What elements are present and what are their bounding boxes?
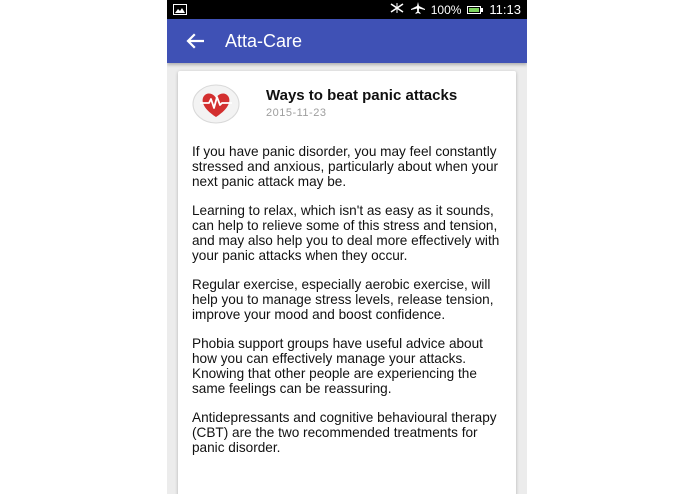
- article-body: [192, 144, 502, 455]
- back-button[interactable]: [183, 29, 207, 53]
- airplane-icon: [411, 2, 425, 17]
- image-icon: [173, 4, 187, 15]
- article-header: [192, 85, 502, 124]
- article-title: Ways to beat panic attacks: [266, 87, 458, 104]
- article-paragraph: Regular exercise, especially aerobic exercise, will help you to manage stress levels, release tension, improve your mood and boost confidence.: [192, 277, 494, 322]
- article-paragraph: Learning to relax, which isn't as easy as it sounds, can help to relieve some of this stress and tension, and may also help you to deal more effectively with your panic attacks when they occur.: [192, 203, 500, 263]
- clock: 11:13: [489, 2, 521, 17]
- status-bar: [167, 0, 527, 19]
- heart-pulse-icon: [192, 84, 240, 124]
- article-paragraph: Phobia support groups have useful advice about how you can effectively manage your attacks. Knowing that other people are experiencing the same feelings can be reassuring.: [192, 336, 483, 396]
- app-bar: [167, 19, 527, 63]
- battery-icon: [467, 6, 483, 14]
- arrow-back-icon: [186, 33, 204, 49]
- article-paragraph: Antidepressants and cognitive behavioural therapy (CBT) are the two recommended treatments for panic disorder.: [192, 410, 497, 455]
- article-date: 2015-11-23: [266, 107, 327, 119]
- article-header-text: [266, 87, 457, 119]
- phone-screen: [167, 0, 527, 494]
- app-title: Atta-Care: [225, 30, 303, 51]
- battery-percent: 100%: [430, 2, 462, 17]
- no-signal-icon: [389, 2, 405, 17]
- article-paragraph: If you have panic disorder, you may feel constantly stressed and anxious, particularly about when your next panic attack may be.: [192, 144, 499, 189]
- article-card: [178, 71, 516, 494]
